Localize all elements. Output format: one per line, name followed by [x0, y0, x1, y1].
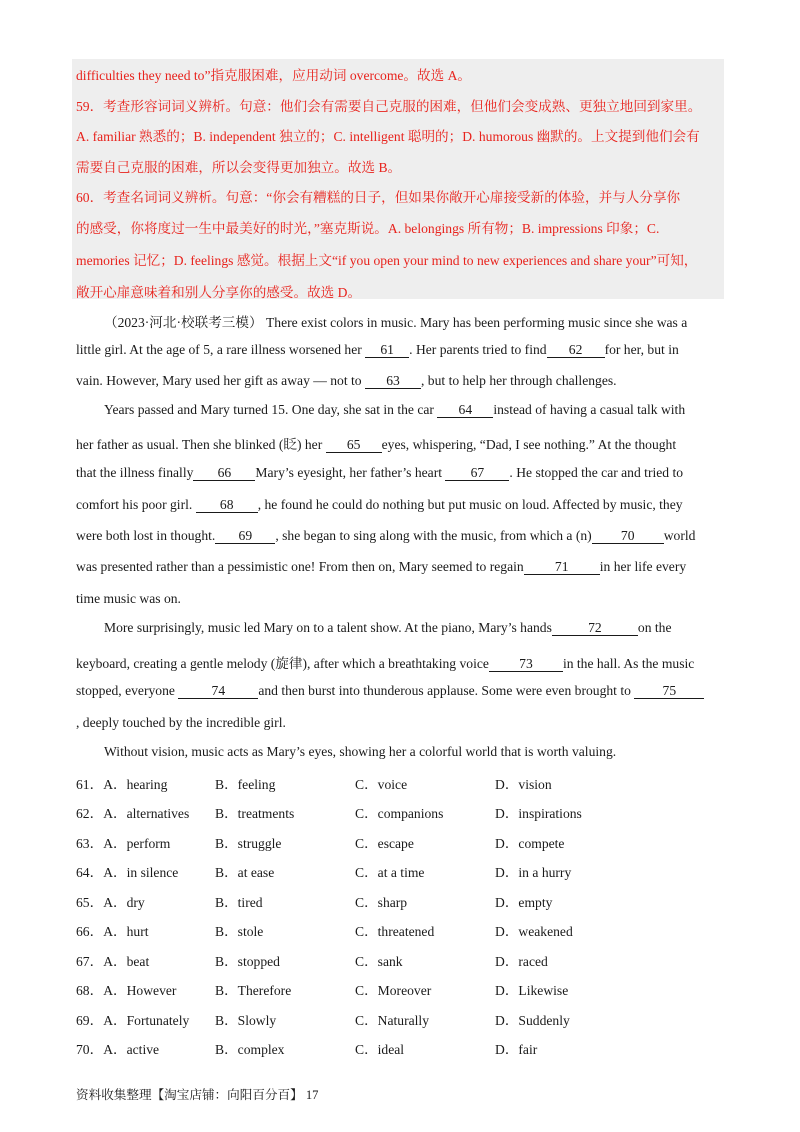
- answer-line: memories 记忆；D. feelings 感觉。根据上文“if you open your mind to new experiences and share your”可知，: [76, 253, 698, 268]
- passage-line: （2023·河北·校联考三模） There exist colors in music. Mary has been performing music since she was a: [104, 315, 688, 330]
- passage-line: little girl. At the age of 5, a rare illness worsened her 61 . Her parents tried to find 62 for her, but in: [76, 342, 679, 357]
- answer-line: 的感受，你将度过一生中最美好的时光，”塞克斯说。A. belongings 所有物；B. impressions 印象；C.: [76, 221, 660, 236]
- option-a[interactable]: 70．A．active: [76, 1042, 160, 1057]
- option-a[interactable]: 64．A．in silence: [76, 865, 179, 880]
- passage-line: Years passed and Mary turned 15. One day, she sat in the car 64 instead of having a casual talk with: [104, 402, 686, 417]
- option-c[interactable]: C．Moreover: [355, 983, 432, 998]
- option-d[interactable]: D．raced: [495, 954, 548, 969]
- option-b[interactable]: B．at ease: [215, 865, 275, 880]
- blank-65[interactable]: 65: [326, 438, 382, 453]
- blank-69[interactable]: 69: [215, 529, 275, 544]
- answer-line: 敞开心扉意味着和别人分享你的感受。故选 D。: [76, 285, 362, 300]
- option-d[interactable]: D．empty: [495, 895, 553, 910]
- option-b[interactable]: B．Therefore: [215, 983, 292, 998]
- passage-line: that the illness finally 66 Mary’s eyesight, her father’s heart 67 . He stopped the car and tried to: [76, 465, 684, 480]
- question-row: [76, 920, 726, 938]
- question-row: [76, 773, 726, 791]
- option-a[interactable]: 62．A．alternatives: [76, 806, 190, 821]
- option-c[interactable]: C．threatened: [355, 924, 435, 939]
- footer-text: 资料收集整理【淘宝店铺：向阳百分百】: [76, 1088, 303, 1102]
- blank-75[interactable]: 75: [634, 684, 704, 699]
- blank-73[interactable]: 73: [489, 657, 563, 672]
- option-b[interactable]: B．stopped: [215, 954, 280, 969]
- blank-64[interactable]: 64: [437, 403, 493, 418]
- blank-72[interactable]: 72: [552, 621, 638, 636]
- passage-line: was presented rather than a pessimistic one! From then on, Mary seemed to regain 71 in her life every: [76, 559, 687, 574]
- option-d[interactable]: D．vision: [495, 777, 552, 792]
- option-b[interactable]: B．struggle: [215, 836, 282, 851]
- question-row: [76, 950, 726, 968]
- question-row: [76, 1038, 726, 1056]
- blank-70[interactable]: 70: [592, 529, 664, 544]
- answer-line: A. familiar 熟悉的；B. independent 独立的；C. intelligent 聪明的；D. humorous 幽默的。上文提到他们会有: [76, 129, 700, 144]
- passage-line: were both lost in thought. 69 , she began to sing along with the music, from which a (n) 70 world: [76, 528, 696, 543]
- option-a[interactable]: 61．A．hearing: [76, 777, 168, 792]
- answer-line: 60．考查名词词义辨析。句意：“你会有糟糕的日子，但如果你敞开心扉接受新的体验，并与人分享你: [76, 190, 681, 205]
- option-b[interactable]: B．feeling: [215, 777, 276, 792]
- passage-line: , deeply touched by the incredible girl.: [76, 715, 286, 730]
- page-footer: [76, 1084, 318, 1103]
- option-c[interactable]: C．sharp: [355, 895, 408, 910]
- option-c[interactable]: C．at a time: [355, 865, 425, 880]
- question-row: [76, 832, 726, 850]
- option-c[interactable]: C．companions: [355, 806, 444, 821]
- passage-line: keyboard, creating a gentle melody (旋律), after which a breathtaking voice 73 in the hall. As the music: [76, 656, 695, 671]
- option-d[interactable]: D．Likewise: [495, 983, 569, 998]
- option-a[interactable]: 65．A．dry: [76, 895, 145, 910]
- option-c[interactable]: C．sank: [355, 954, 403, 969]
- option-a[interactable]: 67．A．beat: [76, 954, 150, 969]
- passage-line: More surprisingly, music led Mary on to a talent show. At the piano, Mary’s hands 72 on the: [104, 620, 672, 635]
- option-d[interactable]: D．Suddenly: [495, 1013, 570, 1028]
- question-row: [76, 1009, 726, 1027]
- option-d[interactable]: D．fair: [495, 1042, 538, 1057]
- passage-line: her father as usual. Then she blinked (眨) her 65 eyes, whispering, “Dad, I see nothing.” At the thought: [76, 437, 677, 452]
- passage-line: time music was on.: [76, 591, 181, 606]
- option-c[interactable]: C．escape: [355, 836, 414, 851]
- option-b[interactable]: B．tired: [215, 895, 263, 910]
- option-a[interactable]: 68．A．However: [76, 983, 177, 998]
- option-d[interactable]: D．weakened: [495, 924, 573, 939]
- blank-61[interactable]: 61: [365, 343, 409, 358]
- option-b[interactable]: B．treatments: [215, 806, 295, 821]
- question-row: [76, 861, 726, 879]
- question-row: [76, 979, 726, 997]
- question-row: [76, 802, 726, 820]
- blank-68[interactable]: 68: [196, 498, 258, 513]
- option-d[interactable]: D．in a hurry: [495, 865, 572, 880]
- option-c[interactable]: C．Naturally: [355, 1013, 429, 1028]
- passage-line: comfort his poor girl. 68 , he found he could do nothing but put music on loud. Affected by music, they: [76, 497, 683, 512]
- blank-66[interactable]: 66: [193, 466, 255, 481]
- passage-line: vain. However, Mary used her gift as away — not to 63 , but to help her through challenges.: [76, 373, 617, 388]
- blank-71[interactable]: 71: [524, 560, 600, 575]
- option-c[interactable]: C．ideal: [355, 1042, 405, 1057]
- option-d[interactable]: D．compete: [495, 836, 565, 851]
- answer-line: 59．考查形容词词义辨析。句意：他们会有需要自己克服的困难，但他们会变成熟、更独立地回到家里。: [76, 99, 702, 114]
- blank-74[interactable]: 74: [178, 684, 258, 699]
- question-row: [76, 891, 726, 909]
- source-label: （2023·河北·校联考三模）: [104, 315, 263, 330]
- option-a[interactable]: 69．A．Fortunately: [76, 1013, 190, 1028]
- option-c[interactable]: C．voice: [355, 777, 408, 792]
- option-a[interactable]: 63．A．perform: [76, 836, 171, 851]
- blank-62[interactable]: 62: [547, 343, 605, 358]
- passage-line: Without vision, music acts as Mary’s eyes, showing her a colorful world that is worth valuing.: [104, 744, 617, 759]
- page-number: 17: [305, 1088, 319, 1102]
- blank-63[interactable]: 63: [365, 374, 421, 389]
- answer-line: difficulties they need to”指克服困难，应用动词 overcome。故选 A。: [76, 68, 472, 83]
- passage-line: stopped, everyone 74 and then burst into thunderous applause. Some were even brought to 75: [76, 683, 704, 699]
- option-b[interactable]: B．Slowly: [215, 1013, 277, 1028]
- option-b[interactable]: B．complex: [215, 1042, 285, 1057]
- option-d[interactable]: D．inspirations: [495, 806, 582, 821]
- blank-67[interactable]: 67: [445, 466, 509, 481]
- option-a[interactable]: 66．A．hurt: [76, 924, 149, 939]
- answer-line: 需要自己克服的困难，所以会变得更加独立。故选 B。: [76, 160, 402, 175]
- option-b[interactable]: B．stole: [215, 924, 264, 939]
